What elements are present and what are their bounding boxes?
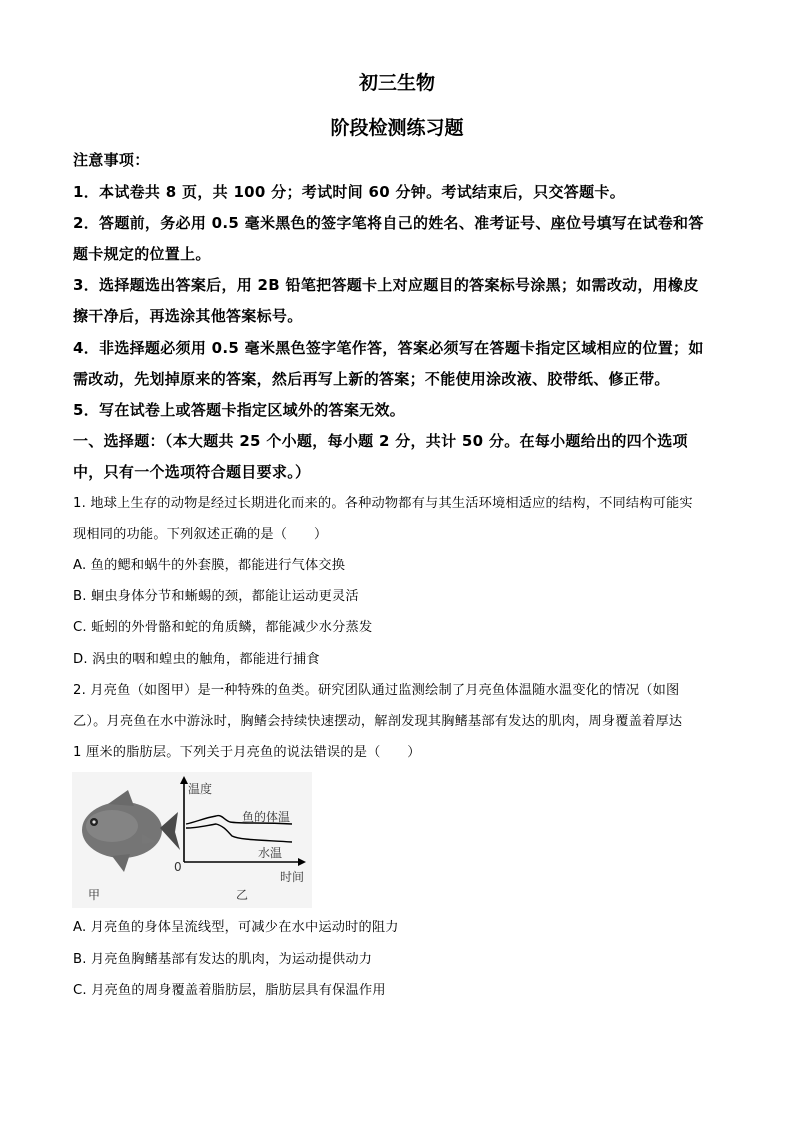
water-temperature-curve <box>186 824 292 842</box>
notice-line: 题卡规定的位置上。 <box>73 245 211 263</box>
question-1-option-d: D. 涡虫的咽和蝗虫的触角，都能进行捕食 <box>73 652 320 667</box>
fish-temperature-label: 鱼的体温 <box>242 810 291 824</box>
question-2-option-a: A. 月亮鱼的身体呈流线型，可减少在水中运动时的阻力 <box>73 920 399 935</box>
notice-line: 4．非选择题必须用 0.5 毫米黑色签字笔作答，答案必须写在答题卡指定区域相应的位置；如 <box>73 339 704 357</box>
question-2-stem: 1 厘米的脂肪层。下列关于月亮鱼的说法错误的是（ ） <box>73 745 421 760</box>
notice-line: 2．答题前，务必用 0.5 毫米黑色的签字笔将自己的姓名、准考证号、座位号填写在试卷和答 <box>73 214 704 232</box>
x-axis-arrow <box>298 858 306 866</box>
notice-line: 3．选择题选出答案后，用 2B 铅笔把答题卡上对应题目的答案标号涂黑；如需改动，用橡皮 <box>73 276 699 294</box>
question-1-option-c: C. 蚯蚓的外骨骼和蛇的角质鳞，都能减少水分蒸发 <box>73 620 373 635</box>
y-axis-arrow <box>180 776 188 784</box>
question-1-option-a: A. 鱼的鳃和蜗牛的外套膜，都能进行气体交换 <box>73 558 346 573</box>
section-heading: 中，只有一个选项符合题目要求。） <box>73 463 311 481</box>
page-subtitle: 阶段检测练习题 <box>330 117 464 139</box>
notice-line: 5．写在试卷上或答题卡指定区域外的答案无效。 <box>73 401 406 419</box>
page-title: 初三生物 <box>358 72 435 94</box>
notice-line: 需改动，先划掉原来的答案，然后再写上新的答案；不能使用涂改液、胶带纸、修正带。 <box>73 370 670 388</box>
figure-label-yi: 乙 <box>236 888 249 902</box>
y-axis-label: 温度 <box>188 782 213 796</box>
question-2-stem: 2. 月亮鱼（如图甲）是一种特殊的鱼类。研究团队通过监测绘制了月亮鱼体温随水温变化的情况（如图 <box>73 683 680 698</box>
moonfish-illustration <box>82 790 180 872</box>
notice-heading: 注意事项： <box>73 151 150 169</box>
question-1-option-b: B. 蛔虫身体分节和蜥蜴的颈，都能让运动更灵活 <box>73 589 359 604</box>
section-heading: 一、选择题：（本大题共 25 个小题，每小题 2 分，共计 50 分。在每小题给出的四个选项 <box>73 432 688 450</box>
notice-line: 1．本试卷共 8 页，共 100 分；考试时间 60 分钟。考试结束后，只交答题卡。 <box>73 183 625 201</box>
water-temperature-label: 水温 <box>258 846 283 860</box>
question-2-stem: 乙）。月亮鱼在水中游泳时，胸鳍会持续快速摆动，解剖发现其胸鳍基部有发达的肌肉，周身覆盖着厚达 <box>73 714 683 729</box>
question-2-option-b: B. 月亮鱼胸鳍基部有发达的肌肉，为运动提供动力 <box>73 952 373 967</box>
figure-label-jia: 甲 <box>88 888 101 902</box>
x-axis-label: 时间 <box>280 870 305 884</box>
origin-label: 0 <box>174 860 182 874</box>
notice-line: 擦干净后，再选涂其他答案标号。 <box>73 307 303 325</box>
question-1-stem: 1. 地球上生存的动物是经过长期进化而来的。各种动物都有与其生活环境相适应的结构，不同结构可能实 <box>73 496 693 511</box>
question-2-figure <box>72 772 312 908</box>
question-1-stem: 现相同的功能。下列叙述正确的是（ ） <box>73 527 328 542</box>
question-2-option-c: C. 月亮鱼的周身覆盖着脂肪层，脂肪层具有保温作用 <box>73 983 386 998</box>
